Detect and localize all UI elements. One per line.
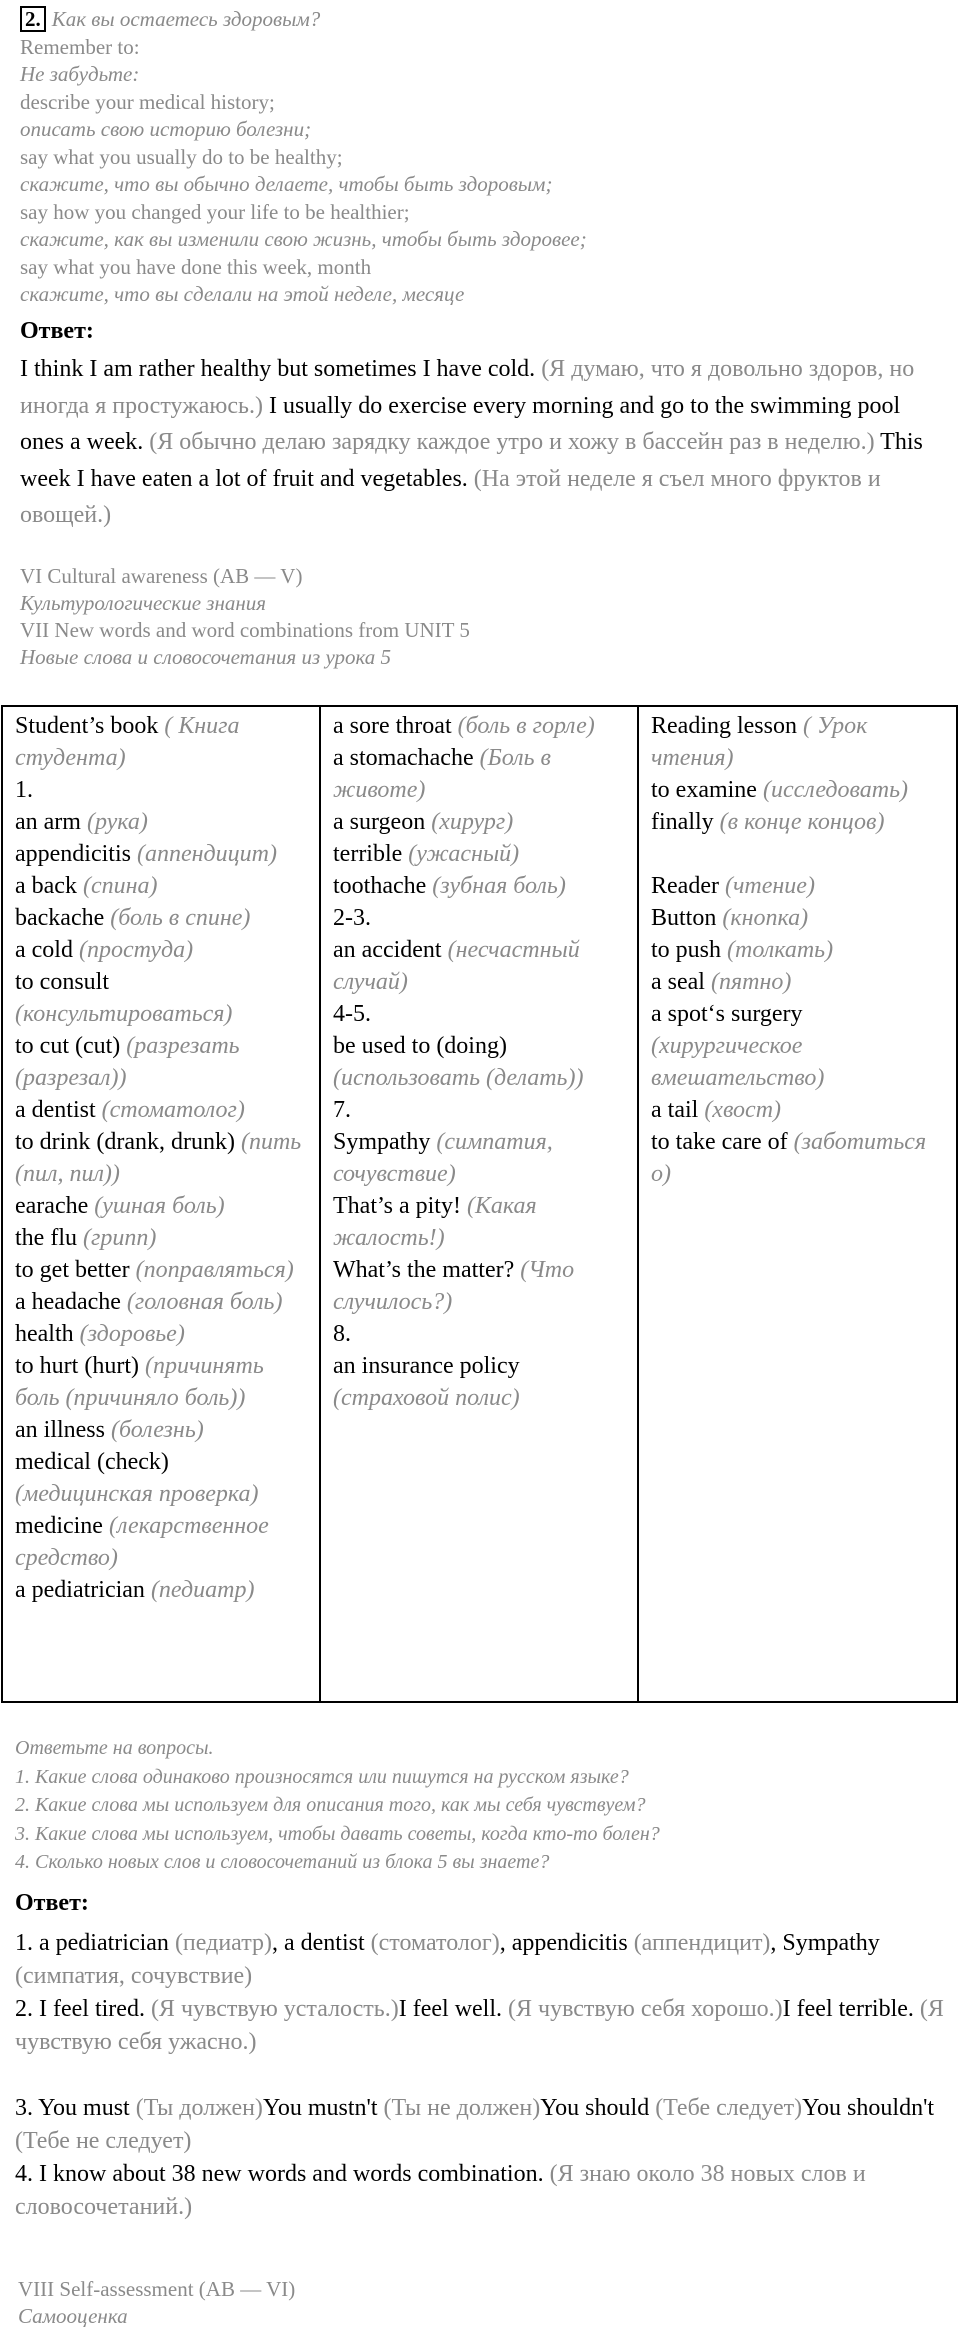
vocab-entry (333, 806, 627, 838)
vocabulary-table (1, 705, 958, 1703)
questions-intro: Ответьте на вопросы. (15, 1737, 214, 1759)
answer-english: 3. You must (15, 2095, 130, 2121)
vocab-translation: (поправляться) (135, 1257, 294, 1283)
instruction-line: describe your medical history; (20, 89, 275, 114)
vocab-spacer (651, 838, 946, 870)
vocab-word: the flu (15, 1225, 77, 1251)
section-headings (20, 563, 940, 671)
vocab-word: an accident (333, 937, 442, 963)
vocab-entry (15, 838, 309, 870)
vocab-translation: (консультироваться) (15, 1001, 233, 1027)
vocab-translation: (грипп) (82, 1225, 157, 1251)
instruction-line: say what you usually do to be healthy; (20, 144, 343, 169)
task-header (20, 6, 940, 34)
vocab-translation: (стоматолог) (101, 1097, 245, 1123)
vocab-entry (15, 1030, 309, 1094)
answer-english: I think I am rather healthy but sometimes I have cold. (20, 356, 536, 382)
answer-one-text (20, 351, 945, 534)
vocab-translation: (в конце концов) (719, 809, 885, 835)
vocab-entry (15, 1222, 309, 1254)
vocab-translation: (Боль в животе) (333, 745, 551, 803)
vocab-translation: (ужасный) (408, 841, 520, 867)
vocab-word: Reading lesson (651, 713, 797, 739)
instruction-line: скажите, что вы обычно делаете, чтобы быть здоровым; (20, 172, 553, 196)
task-number: 2. (20, 6, 46, 32)
vocab-entry (15, 1510, 309, 1574)
vocab-word: That’s a pity! (333, 1193, 461, 1219)
vocab-entry (333, 870, 627, 902)
vocab-entry (15, 934, 309, 966)
vocab-entry (651, 902, 946, 934)
vocab-translation: ( Урок чтения) (651, 713, 868, 771)
vocab-translation: (исследовать) (762, 777, 909, 803)
vocab-entry (15, 1446, 309, 1510)
vocab-word: medicine (15, 1513, 103, 1539)
section-heading: Новые слова и словосочетания из урока 5 (20, 645, 392, 669)
instruction-line: скажите, как вы изменили свою жизнь, чтобы быть здоровее; (20, 227, 587, 251)
vocab-entry (333, 742, 627, 806)
vocab-word: medical (check) (15, 1449, 169, 1475)
vocab-entry (651, 870, 946, 902)
vocabulary-column-1 (3, 707, 321, 1701)
vocab-translation: (причинять боль (причиняло боль)) (15, 1353, 264, 1411)
vocab-word: to cut (cut) (15, 1033, 121, 1059)
answer-line-1 (15, 1927, 945, 1993)
instruction-line: Не забудьте: (20, 62, 140, 86)
task-instructions (20, 34, 940, 309)
vocab-word: a headache (15, 1289, 121, 1315)
vocab-word: to get better (15, 1257, 130, 1283)
question-item: 2. Какие слова мы используем для описания того, как мы себя чувствуем? (15, 1794, 646, 1816)
vocab-entry (15, 1126, 309, 1190)
vocab-translation: (спина) (82, 873, 158, 899)
instruction-line: описать свою историю болезни; (20, 117, 312, 141)
vocab-word: a spot‘s surgery (651, 1001, 803, 1027)
answer-translation: (Тебе следует) (655, 2095, 803, 2121)
vocab-word: a stomachache (333, 745, 474, 771)
questions-list (15, 1763, 945, 1877)
vocab-word: a back (15, 873, 77, 899)
questions-block (15, 1734, 945, 1877)
vocab-translation: (головная боль) (126, 1289, 283, 1315)
vocab-entry (333, 710, 627, 742)
self-assessment-title: VIII Self-assessment (AB — VI) (18, 2277, 296, 2301)
answer-english: , appendicitis (499, 1930, 628, 1956)
vocab-word: to hurt (hurt) (15, 1353, 139, 1379)
vocab-word: an arm (15, 809, 81, 835)
vocab-word: a cold (15, 937, 73, 963)
vocab-translation: (использовать (делать)) (333, 1065, 584, 1091)
vocab-entry (333, 1190, 627, 1254)
self-assessment (18, 2276, 938, 2330)
vocab-entry (333, 1254, 627, 1318)
vocab-entry (15, 1094, 309, 1126)
vocab-word: a dentist (15, 1097, 96, 1123)
vocab-word: backache (15, 905, 105, 931)
vocab-word: 4-5. (333, 1001, 371, 1027)
vocab-translation: (боль в горле) (457, 713, 595, 739)
answer-translation: (симпатия, сочувствие) (15, 1963, 253, 1989)
section-heading: VI Cultural awareness (AB — V) (20, 564, 303, 588)
answer-line-2 (15, 1993, 945, 2059)
answer-translation: (стоматолог) (370, 1930, 500, 1956)
vocab-entry (333, 1094, 627, 1126)
vocab-entry (15, 1350, 309, 1414)
answer-translation: (Я думаю, что я довольно здоров, но иногда я простужаюсь.) (20, 356, 915, 419)
vocab-word: appendicitis (15, 841, 131, 867)
answer-translation: (Ты не должен) (383, 2095, 541, 2121)
vocab-translation: (ушная боль) (94, 1193, 225, 1219)
vocab-entry (651, 710, 946, 774)
vocab-translation: (пятно) (710, 969, 792, 995)
answer-line-4 (15, 2158, 945, 2224)
vocab-entry (333, 998, 627, 1030)
vocabulary-column-2 (321, 707, 639, 1701)
vocab-entry (15, 1414, 309, 1446)
vocab-word: be used to (doing) (333, 1033, 507, 1059)
answer-translation: (Я знаю около 38 новых слов и словосочетаний.) (15, 2161, 866, 2220)
vocab-translation: (кнопка) (722, 905, 809, 931)
vocab-translation: (хирургическое вмешательство) (651, 1033, 825, 1091)
instruction-line: say how you changed your life to be healthier; (20, 199, 410, 224)
instruction-line: say what you have done this week, month (20, 254, 372, 279)
answer-label: Ответ: (20, 318, 94, 344)
vocab-word: a tail (651, 1097, 699, 1123)
answer-english: I feel terrible. (782, 1996, 914, 2022)
vocab-word: to take care of (651, 1129, 788, 1155)
vocab-translation: (зубная боль) (432, 873, 566, 899)
answer-english: 1. a pediatrician (15, 1930, 169, 1956)
answer-line-3 (15, 2092, 945, 2158)
vocab-entry (333, 1030, 627, 1094)
answer-english: You shouldn't (802, 2095, 935, 2121)
answer-english: You should (540, 2095, 650, 2121)
answer-translation: (Ты должен) (135, 2095, 263, 2121)
answer-translation: (Я обычно делаю зарядку каждое утро и хожу в бассейн раз в неделю.) (149, 429, 875, 455)
vocab-entry (651, 806, 946, 838)
vocab-entry (651, 966, 946, 998)
vocab-translation: (рука) (86, 809, 148, 835)
answer-english: , Sympathy (770, 1930, 880, 1956)
vocab-word: a pediatrician (15, 1577, 145, 1603)
vocab-word: health (15, 1321, 74, 1347)
vocab-word: Student’s book (15, 713, 159, 739)
vocab-translation: ( Книга студента) (15, 713, 240, 771)
vocab-translation: (педиатр) (150, 1577, 255, 1603)
vocab-translation: (страховой полис) (333, 1385, 520, 1411)
vocab-entry (15, 966, 309, 1030)
vocab-entry (333, 1318, 627, 1350)
vocab-translation: (хирург) (431, 809, 514, 835)
vocab-entry (15, 902, 309, 934)
vocab-translation: (простуда) (78, 937, 194, 963)
vocab-entry (15, 870, 309, 902)
vocab-word: 8. (333, 1321, 351, 1347)
vocab-entry (15, 1254, 309, 1286)
vocab-word: 7. (333, 1097, 351, 1123)
vocab-translation: (толкать) (727, 937, 834, 963)
vocab-entry (333, 934, 627, 998)
vocab-word: toothache (333, 873, 427, 899)
vocab-entry (651, 774, 946, 806)
answer-translation: (Я чувствую себя хорошо.) (508, 1996, 783, 2022)
vocab-word: Reader (651, 873, 719, 899)
question-item: 4. Сколько новых слов и словосочетаний из блока 5 вы знаете? (15, 1851, 550, 1873)
instruction-line: Remember to: (20, 34, 140, 59)
vocab-word: 1. (15, 777, 33, 803)
vocab-word: to consult (15, 969, 109, 995)
vocab-entry (651, 934, 946, 966)
vocab-entry (333, 838, 627, 870)
answer-english: 4. I know about 38 new words and words combination. (15, 2161, 544, 2187)
task-title: Как вы остаетесь здоровым? (51, 7, 321, 31)
vocab-entry (15, 1318, 309, 1350)
vocabulary-column-3 (639, 707, 956, 1701)
vocab-entry (651, 998, 946, 1094)
answer-translation: (аппендицит) (633, 1930, 771, 1956)
answer-english: I usually do exercise every morning and go to the swimming pool ones a week. (20, 392, 901, 455)
vocab-entry (15, 710, 309, 774)
vocab-word: terrible (333, 841, 403, 867)
vocab-word: to push (651, 937, 722, 963)
vocab-word: 2-3. (333, 905, 371, 931)
vocab-entry (15, 1286, 309, 1318)
vocab-translation: (болезнь) (111, 1417, 204, 1443)
answer-english: , a dentist (271, 1930, 365, 1956)
vocab-translation: (разрезать (разрезал)) (15, 1033, 240, 1091)
answer-translation: (Я чувствую усталость.) (150, 1996, 399, 2022)
vocab-translation: (хвост) (704, 1097, 782, 1123)
vocab-word: to examine (651, 777, 757, 803)
vocab-translation: (заботиться о) (651, 1129, 927, 1187)
instruction-line: скажите, что вы сделали на этой неделе, месяце (20, 282, 465, 306)
question-item: 1. Какие слова одинаково произносятся или пишутся на русском языке? (15, 1765, 629, 1788)
answer-translation: (Я чувствую себя ужасно.) (15, 1996, 944, 2055)
vocab-translation: (боль в спине) (110, 905, 251, 931)
section-heading: VII New words and word combinations from UNIT 5 (20, 618, 470, 642)
answer-two-text (15, 1927, 945, 2224)
vocab-word: an insurance policy (333, 1353, 520, 1379)
vocab-word: Button (651, 905, 717, 931)
answer-translation: (Тебе не следует) (15, 2128, 192, 2154)
vocab-translation: (симпатия, сочувствие) (333, 1129, 553, 1187)
self-assessment-ru: Самооценка (18, 2304, 128, 2328)
vocab-translation: (чтение) (724, 873, 815, 899)
vocab-translation: (лекарственное средство) (15, 1513, 269, 1571)
vocab-entry (333, 902, 627, 934)
vocab-word: a surgeon (333, 809, 426, 835)
answer-translation: (педиатр) (174, 1930, 272, 1956)
answer-one (20, 318, 945, 534)
question-item: 3. Какие слова мы используем, чтобы давать советы, когда кто-то болен? (15, 1822, 660, 1845)
vocab-entry (15, 774, 309, 806)
answer-label: Ответ: (15, 1890, 89, 1916)
vocab-word: Sympathy (333, 1129, 431, 1155)
vocab-translation: (пить (пил, пил)) (15, 1129, 302, 1187)
vocab-word: a sore throat (333, 713, 452, 739)
vocab-word: earache (15, 1193, 89, 1219)
vocab-entry (15, 1574, 309, 1606)
vocab-translation: (несчастный случай) (333, 937, 580, 995)
answer-english: I feel well. (398, 1996, 503, 2022)
vocab-entry (333, 1350, 627, 1414)
answer-english: 2. I feel tired. (15, 1996, 145, 2022)
vocab-translation: (медицинская проверка) (15, 1481, 259, 1507)
vocab-entry (333, 1126, 627, 1190)
vocab-word: What’s the matter? (333, 1257, 515, 1283)
vocab-word: to drink (drank, drunk) (15, 1129, 235, 1155)
vocab-word: finally (651, 809, 714, 835)
answer-english: This week I have eaten a lot of fruit and vegetables. (20, 429, 923, 492)
vocab-entry (15, 1190, 309, 1222)
answer-translation: (На этой неделе я съел много фруктов и овощей.) (20, 465, 881, 528)
vocab-translation: (Что случилось?) (333, 1257, 575, 1315)
vocab-entry (651, 1094, 946, 1126)
task-block (20, 6, 940, 309)
answer-two (15, 1890, 945, 2224)
answer-english: You mustn't (262, 2095, 378, 2121)
vocab-translation: (аппендицит) (136, 841, 277, 867)
vocab-word: a seal (651, 969, 705, 995)
vocab-entry (15, 806, 309, 838)
section-heading: Культурологические знания (20, 591, 267, 615)
vocab-translation: (Какая жалость!) (333, 1193, 537, 1251)
vocab-word: an illness (15, 1417, 105, 1443)
vocab-translation: (здоровье) (79, 1321, 185, 1347)
vocab-entry (651, 1126, 946, 1190)
